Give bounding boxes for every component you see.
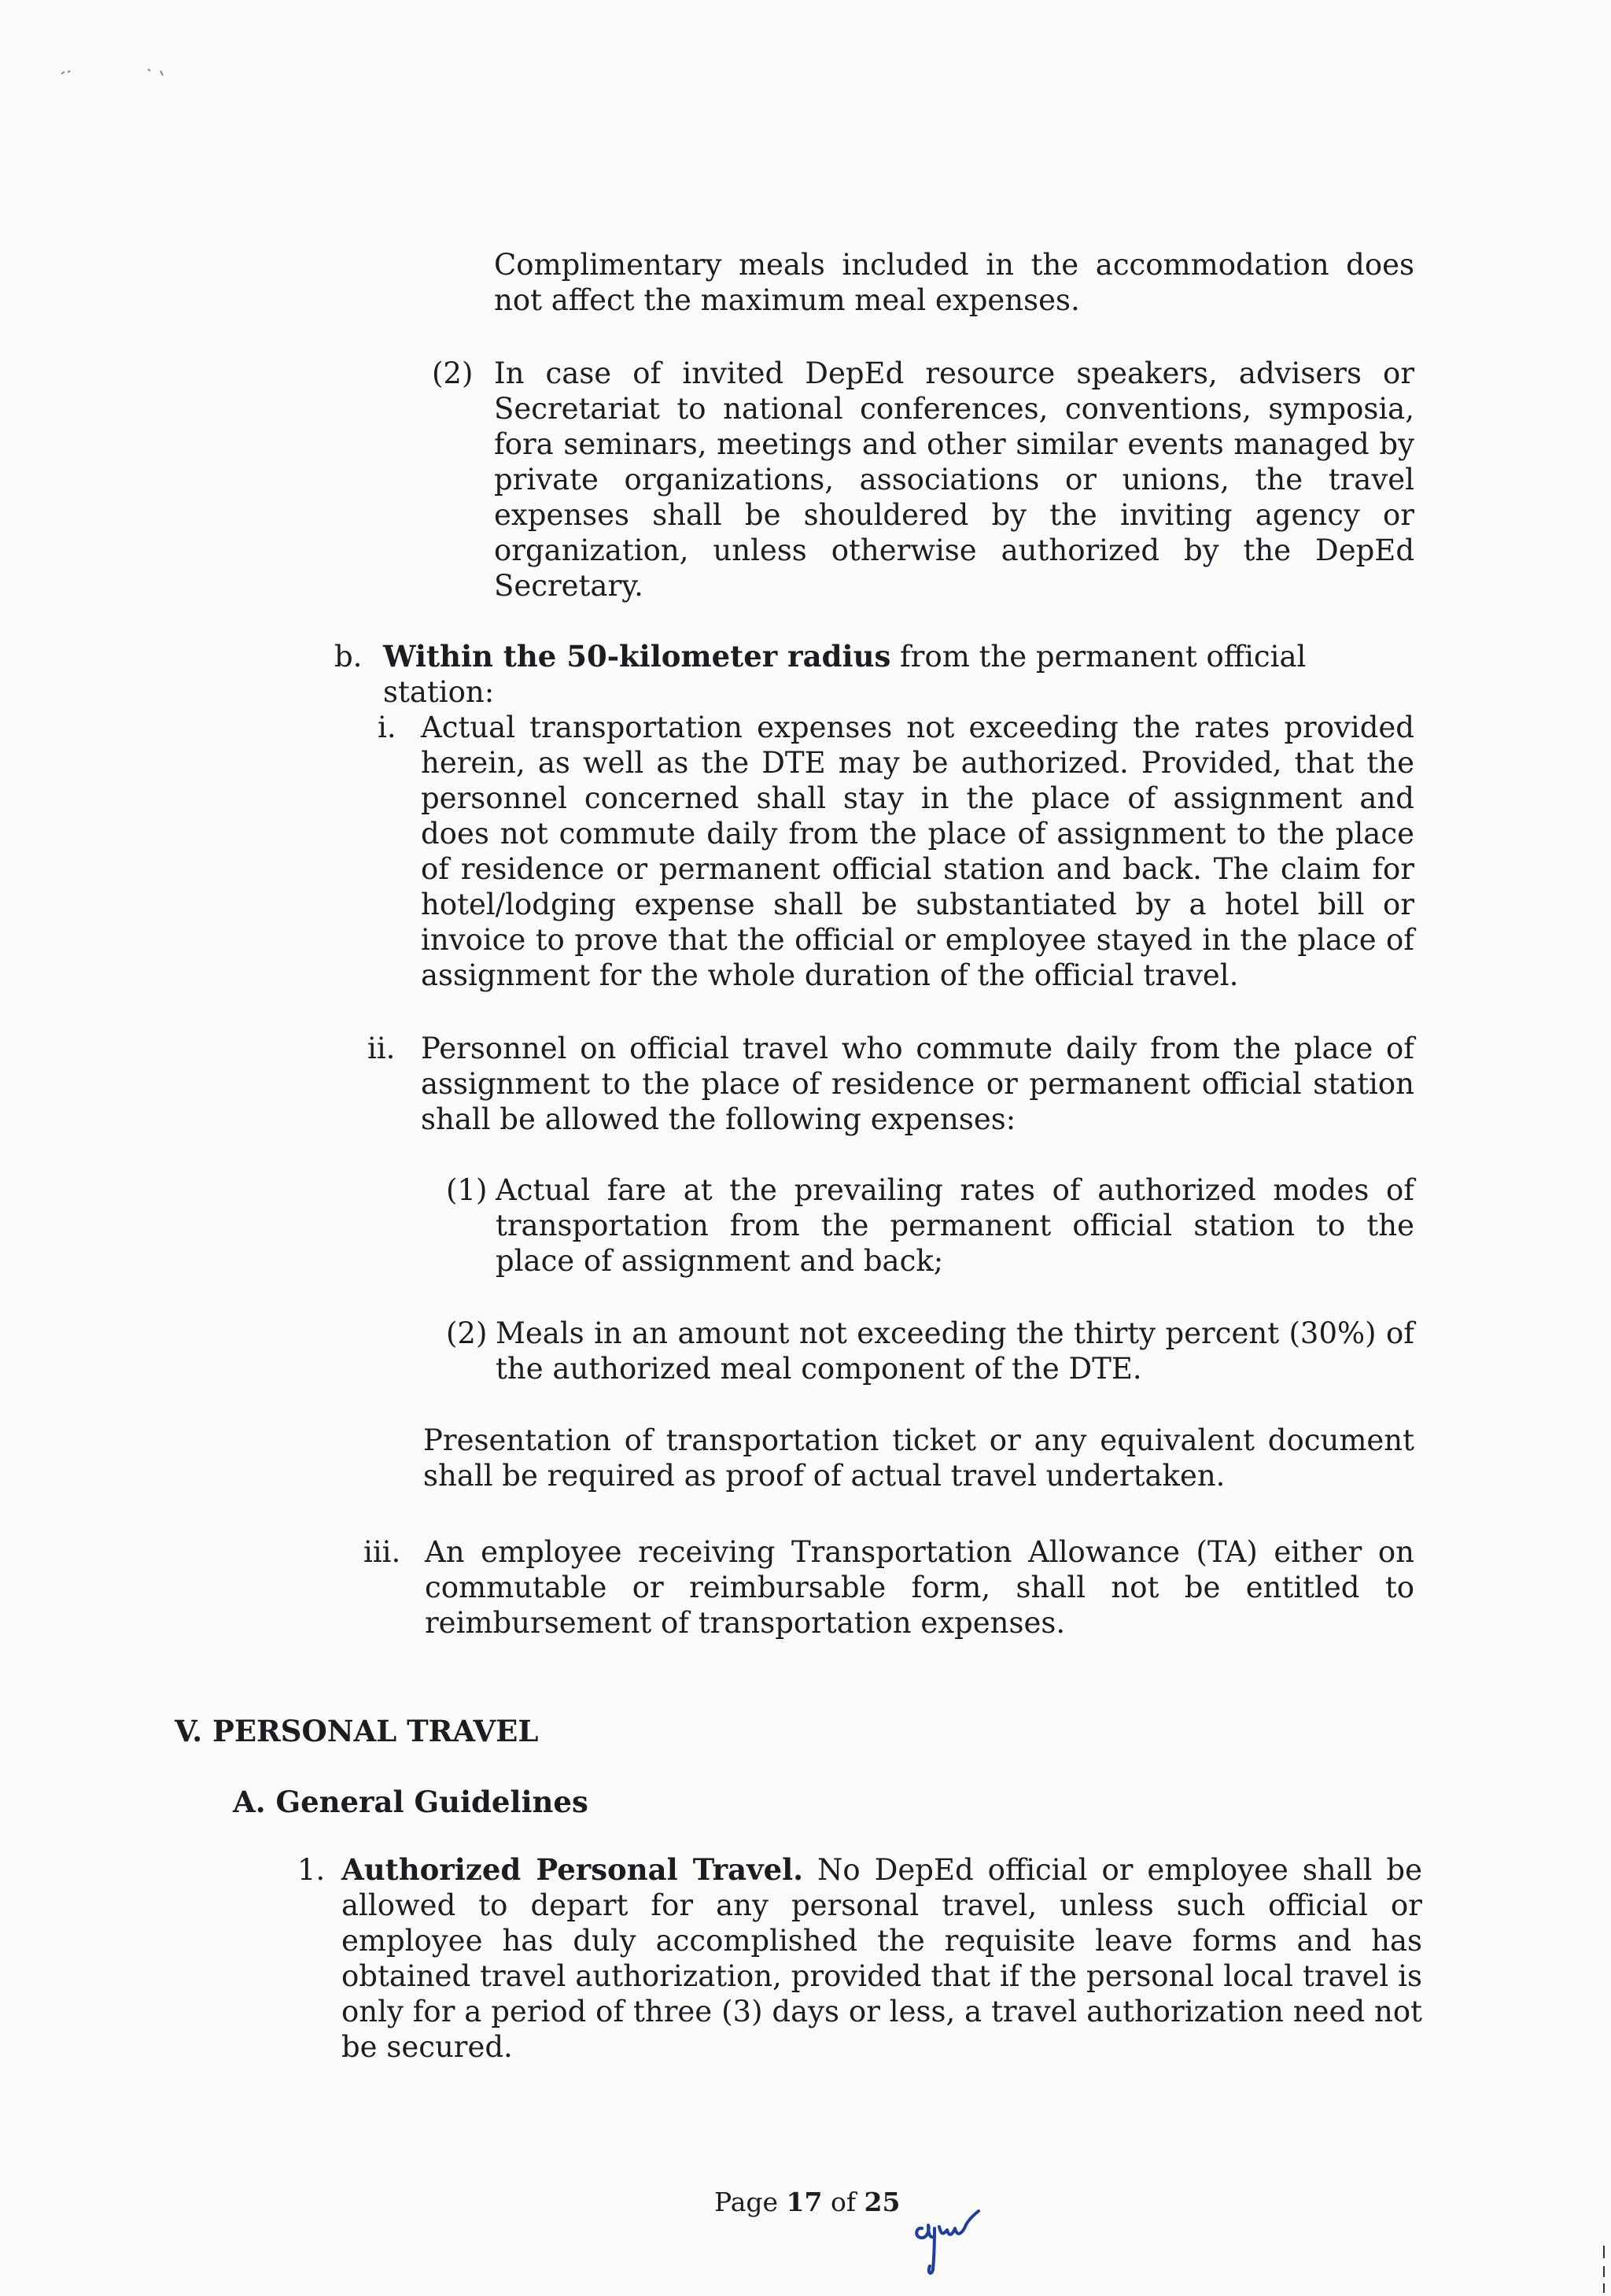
section-a-heading: A. General Guidelines <box>233 1785 588 1819</box>
section-v-heading: V. PERSONAL TRAVEL <box>175 1714 539 1748</box>
item-1-bold: Authorized Personal Travel. <box>341 1852 804 1887</box>
item-1-rest: No DepEd official or employee shall be allowed to depart for any personal travel, unless such official or employee has duly accomplished the requisite leave forms and has obtained travel authorization, provided that if the personal local travel is only for a period of three (3) days or less, a travel authorization need not be secured. <box>341 1853 1422 2064</box>
page-of: of <box>822 2187 864 2217</box>
page-current: 17 <box>786 2187 823 2217</box>
page-total: 25 <box>864 2187 901 2217</box>
meals-paragraph: Complimentary meals included in the accommodation does not affect the maximum meal expenses. <box>494 248 1414 317</box>
item-ii-marker: ii. <box>367 1032 396 1065</box>
item-2-marker: (2) <box>432 356 474 390</box>
item-2-text: In case of invited DepEd resource speakers, advisers or Secretariat to national conferences, conventions, symposia, fora seminars, meetings and other similar events managed by private organizations, associations or unions, the travel expenses shall be shouldered by the inviting agency or organization, unless otherwise authorized by the DepEd Secretary. <box>494 356 1414 603</box>
item-ii-text: Personnel on official travel who commute daily from the place of assignment to the place of residence or permanent official station shall be allowed the following expenses: <box>421 1032 1414 1136</box>
scan-specks <box>55 55 189 87</box>
page-label: Page <box>714 2187 787 2217</box>
presentation-paragraph: Presentation of transportation ticket or any equivalent document shall be required as proof of actual travel undertaken. <box>423 1423 1414 1493</box>
handwritten-initials-signature <box>911 2181 986 2277</box>
item-iii-text: An employee receiving Transportation Allowance (TA) either on commutable or reimbursable form, shall not be entitled to reimbursement of transportation expenses. <box>425 1535 1414 1640</box>
item-b-heading <box>383 639 1421 710</box>
item-i-text: Actual transportation expenses not exceeding the rates provided herein, as well as the DTE may be authorized. Provided, that the personnel concerned shall stay in the place of assignment and does not commute daily from the place of assignment to the place of residence or permanent official station and back. The claim for hotel/lodging expense shall be substantiated by a hotel bill or invoice to prove that the official or employee stayed in the place of assignment for the whole duration of the official travel. <box>421 711 1414 992</box>
item-1-marker: 1. <box>297 1853 326 1887</box>
item-ii-2-text: Meals in an amount not exceeding the thirty percent (30%) of the authorized meal component of the DTE. <box>496 1316 1414 1386</box>
item-i-marker: i. <box>378 711 396 744</box>
item-ii-1-text: Actual fare at the prevailing rates of authorized modes of transportation from the permanent official station to the place of assignment and back; <box>496 1173 1414 1278</box>
item-b-marker: b. <box>334 640 363 674</box>
item-b-rest: from the permanent official station: <box>383 640 1307 709</box>
scan-edge-mark <box>1600 2242 1608 2296</box>
item-iii-marker: iii. <box>363 1535 401 1569</box>
page-number <box>714 2184 900 2220</box>
item-b-bold: Within the 50-kilometer radius <box>383 639 891 674</box>
item-1-text <box>341 1852 1422 2065</box>
item-ii-2-marker: (2) <box>446 1316 488 1350</box>
item-ii-1-marker: (1) <box>446 1173 488 1207</box>
